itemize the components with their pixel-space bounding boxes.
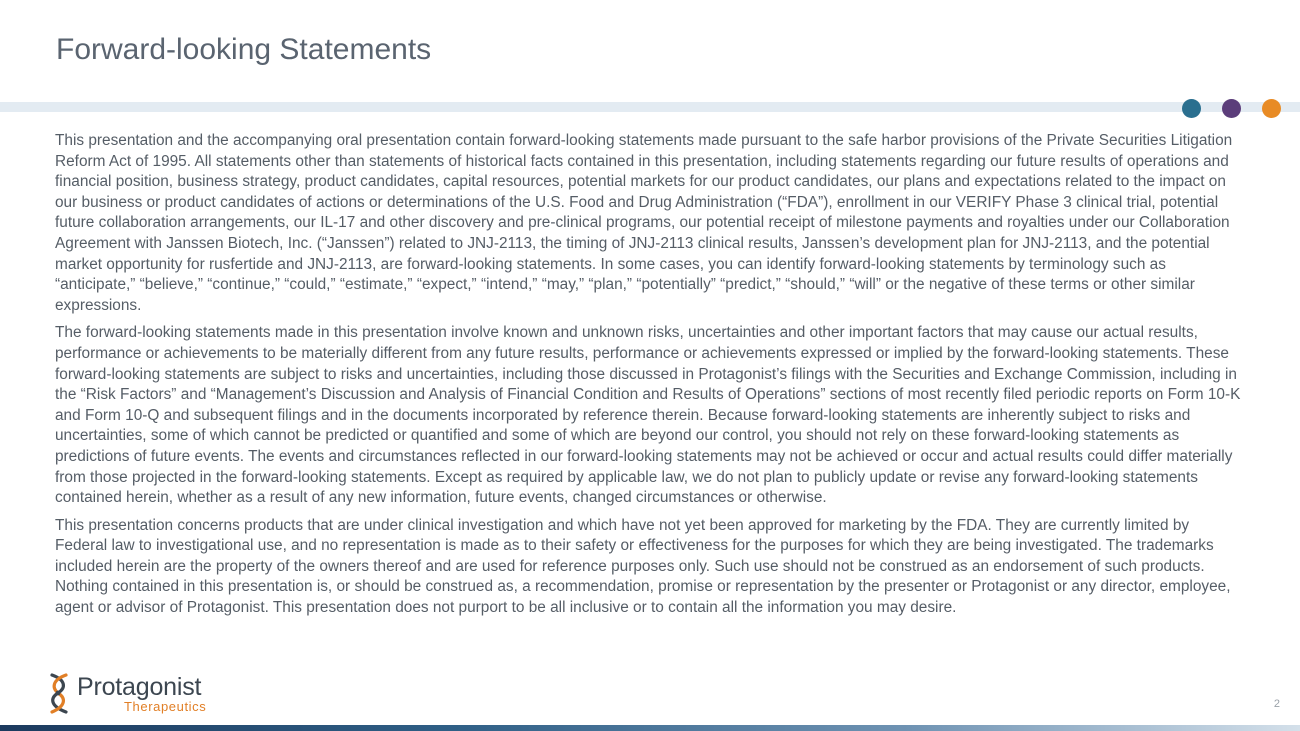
logo-subtitle: Therapeutics: [124, 699, 207, 714]
page-title: Forward-looking Statements: [56, 33, 432, 66]
company-logo: [44, 672, 234, 716]
header-band: [0, 102, 1300, 112]
paragraph-investigational: This presentation concerns products that are under clinical investigation and which have not yet been approved for marketing by the FDA. They are currently limited by Federal law to investigational use, and no representation is made as to their safety or effectiveness for the purposes for which they are being investigated. The trademarks included herein are the property of the owners thereof and are used for reference purposes only. Such use should not be construed as an endorsement of such products. Nothing contained in this presentation is, or should be construed as, a recommendation, promise or representation by the presenter or Protagonist or any director, employee, agent or advisor of Protagonist. This presentation does not purport to be all inclusive or to contain all the information you may desire.: [55, 516, 1231, 617]
dot-orange: [1262, 99, 1281, 118]
footer-bar: [0, 725, 1300, 731]
dot-purple: [1222, 99, 1241, 118]
paragraph-risks: The forward-looking statements made in this presentation involve known and unknown risks, uncertainties and other important factors that may cause our actual results, performance or achievements to be materially different from any future results, performance or achievements expressed or implied by the forward-looking statements. These forward-looking statements are subject to risks and uncertainties, including those discussed in Protagonist’s filings with the Securities and Exchange Commission, including in the “Risk Factors” and “Management’s Discussion and Analysis of Financial Condition and Results of Operations” sections of most recently filed periodic reports on Form 10-K and Form 10-Q and subsequent filings and in the documents incorporated by reference therein. Because forward-looking statements are inherently subject to risks and uncertainties, some of which cannot be predicted or quantified and some of which are beyond our control, you should not rely on these forward-looking statements as predictions of future events. The events and circumstances reflected in our forward-looking statements may not be achieved or occur and actual results could differ materially from those projected in the forward-looking statements. Except as required by applicable law, we do not plan to publicly update or revise any forward-looking statements contained herein, whether as a result of any new information, future events, changed circumstances or otherwise.: [55, 324, 1241, 507]
disclaimer-body: [55, 131, 1245, 626]
dot-teal: [1182, 99, 1201, 118]
logo-name: Protagonist: [77, 673, 202, 701]
page-number: 2: [1273, 698, 1280, 710]
paragraph-safe-harbor: This presentation and the accompanying oral presentation contain forward-looking statements made pursuant to the safe harbor provisions of the Private Securities Litigation Reform Act of 1995. All statements other than statements of historical facts contained in this presentation, including statements regarding our future results of operations and financial position, business strategy, product candidates, capital resources, potential markets for our product candidates, our plans and expectations related to the impact on our business or product candidates of actions or determinations of the U.S. Food and Drug Administration (“FDA”), enrollment in our VERIFY Phase 3 clinical trial, potential future collaboration arrangements, our IL-17 and other discovery and pre-clinical programs, our potential receipt of milestone payments and royalties under our Collaboration Agreement with Janssen Biotech, Inc. (“Janssen”) related to JNJ-2113, the timing of JNJ-2113 clinical results, Janssen’s development plan for JNJ-2113, and the potential market opportunity for rusfertide and JNJ-2113, are forward-looking statements. In some cases, you can identify forward-looking statements by terminology such as “anticipate,” “believe,” “continue,” “could,” “estimate,” “expect,” “intend,” “may,” “plan,” “potentially” “predict,” “should,” “will” or the negative of these terms or other similar expressions.: [55, 132, 1233, 314]
protagonist-helix-icon: [44, 672, 74, 716]
